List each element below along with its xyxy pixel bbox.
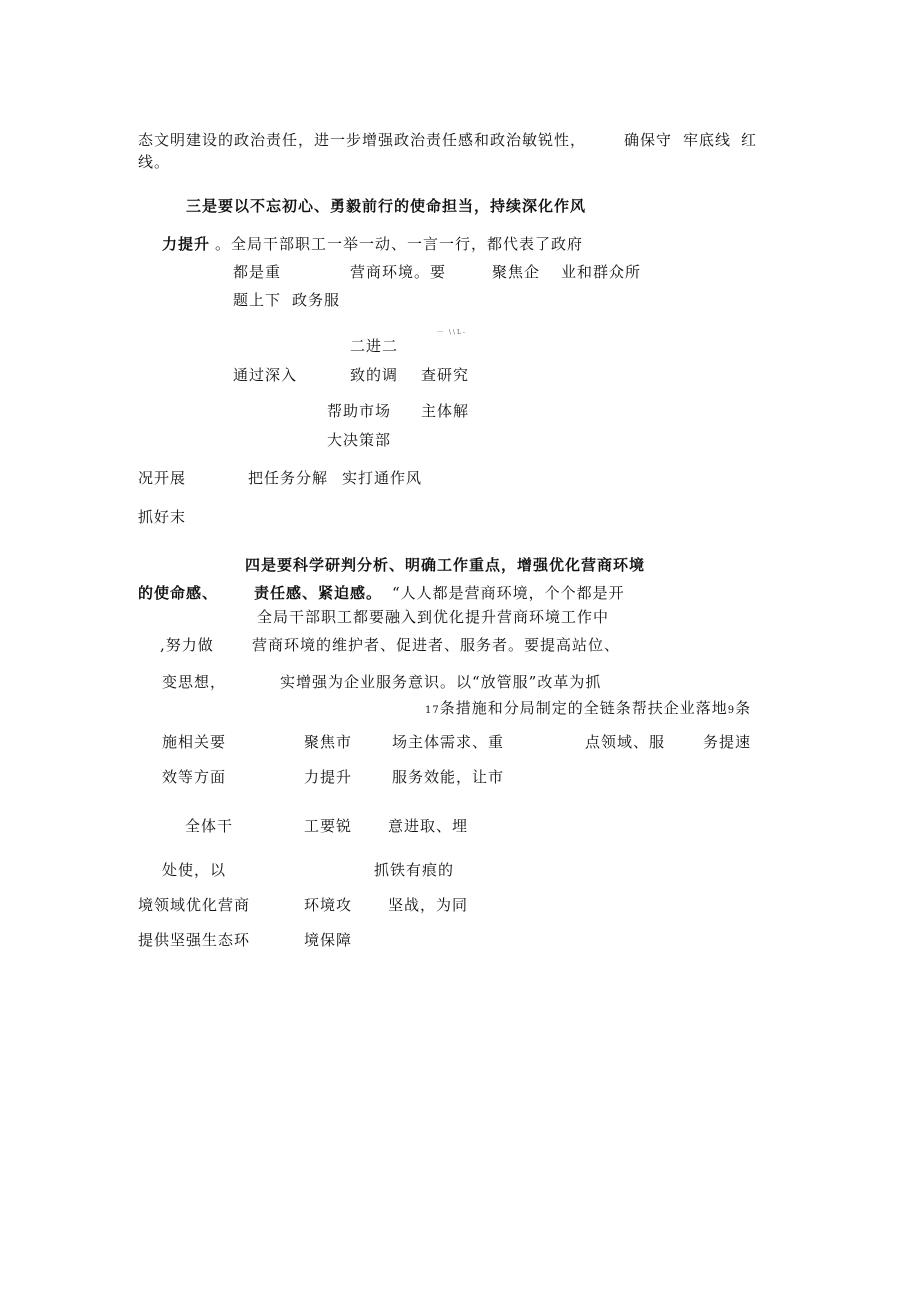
text-fragment: 二进二 <box>350 337 399 355</box>
text-fragment: 处使，以 <box>162 861 227 879</box>
text-line: 营商环境的维护者、促进者、服务者。要提高站位、 <box>252 636 621 654</box>
scan-mark: 一 \\L- <box>437 329 467 336</box>
text-fragment: 实打通作风 <box>342 469 423 487</box>
text-fragment: 条措施和分局制定的全链条帮扶企业落地 <box>439 699 728 717</box>
number-9: 9 <box>727 705 736 716</box>
text-line: “人人都是营商环境，个个都是开 <box>392 584 625 602</box>
text-fragment: 抓好末 <box>138 508 187 526</box>
text-fragment: 变思想， <box>162 673 227 691</box>
text-fragment: 点领域、服 <box>585 733 666 751</box>
text-fragment: 业和群众所 <box>561 263 642 281</box>
text-line: 态文明建设的政治责任，进一步增强政治责任感和政治敏锐性， <box>138 131 587 149</box>
text-fragment: 提供坚强生态环 <box>138 931 251 949</box>
text-fragment: 施相关要 <box>162 733 227 751</box>
text-fragment: 全体干 <box>185 817 234 835</box>
text-fragment: 况开展 <box>138 469 187 487</box>
text-line: 线。 <box>138 153 171 171</box>
section-heading-3-cont: 力提升 <box>162 235 211 253</box>
number-17: 17 <box>425 705 440 716</box>
text-fragment: 确保守 <box>624 131 673 149</box>
section-heading-4-cont: 的使命感、 <box>138 584 219 602</box>
text-line: 。全局干部职工一举一动、一言一行，都代表了政府 <box>215 235 584 253</box>
text-fragment: 工要锐 <box>304 817 353 835</box>
text-fragment: 题上下 <box>233 291 282 309</box>
text-fragment: 致的调 <box>350 366 399 384</box>
text-fragment: 坚战，为同 <box>388 896 469 914</box>
text-fragment: 聚焦企 <box>492 263 541 281</box>
text-fragment: 把任务分解 <box>248 469 329 487</box>
text-fragment: 环境攻 <box>304 896 353 914</box>
section-heading-4: 四是要科学研判分析、明确工作重点，增强优化营商环境 <box>245 556 646 574</box>
text-fragment: 都是重 <box>233 263 282 281</box>
text-fragment: 效等方面 <box>162 768 227 786</box>
text-fragment: 牢底线 <box>683 131 732 149</box>
text-fragment: 查研究 <box>421 366 470 384</box>
text-fragment: 条 <box>735 699 752 717</box>
text-fragment: 抓铁有痕的 <box>374 861 455 879</box>
text-fragment: 境保障 <box>304 931 353 949</box>
text-line <box>425 699 751 720</box>
text-fragment: 场主体需求、重 <box>392 733 505 751</box>
text-fragment: 服务效能，让市 <box>392 768 505 786</box>
text-fragment: 通过深入 <box>233 366 298 384</box>
section-heading-4-cont: 责任感、紧迫感。 <box>254 584 383 602</box>
text-line: 实增强为企业服务意识。以“放管服”改革为抓 <box>280 673 602 691</box>
text-fragment: 营商环境。要 <box>350 263 447 281</box>
text-line: 全局干部职工都要融入到优化提升营商环境工作中 <box>257 608 610 626</box>
text-fragment: 红 <box>741 131 758 149</box>
text-fragment: 大决策部 <box>327 431 392 449</box>
text-fragment: ,努力做 <box>160 636 214 654</box>
text-fragment: 务提速 <box>703 733 752 751</box>
section-heading-3: 三是要以不忘初心、勇毅前行的使命担当，持续深化作风 <box>186 197 587 215</box>
text-fragment: 境领域优化营商 <box>138 896 251 914</box>
text-fragment: 主体解 <box>421 402 470 420</box>
text-fragment: 力提升 <box>304 768 353 786</box>
text-fragment: 意进取、埋 <box>388 817 469 835</box>
text-fragment: 帮助市场 <box>327 402 392 420</box>
text-fragment: 政务服 <box>292 291 341 309</box>
text-fragment: 聚焦市 <box>304 733 353 751</box>
